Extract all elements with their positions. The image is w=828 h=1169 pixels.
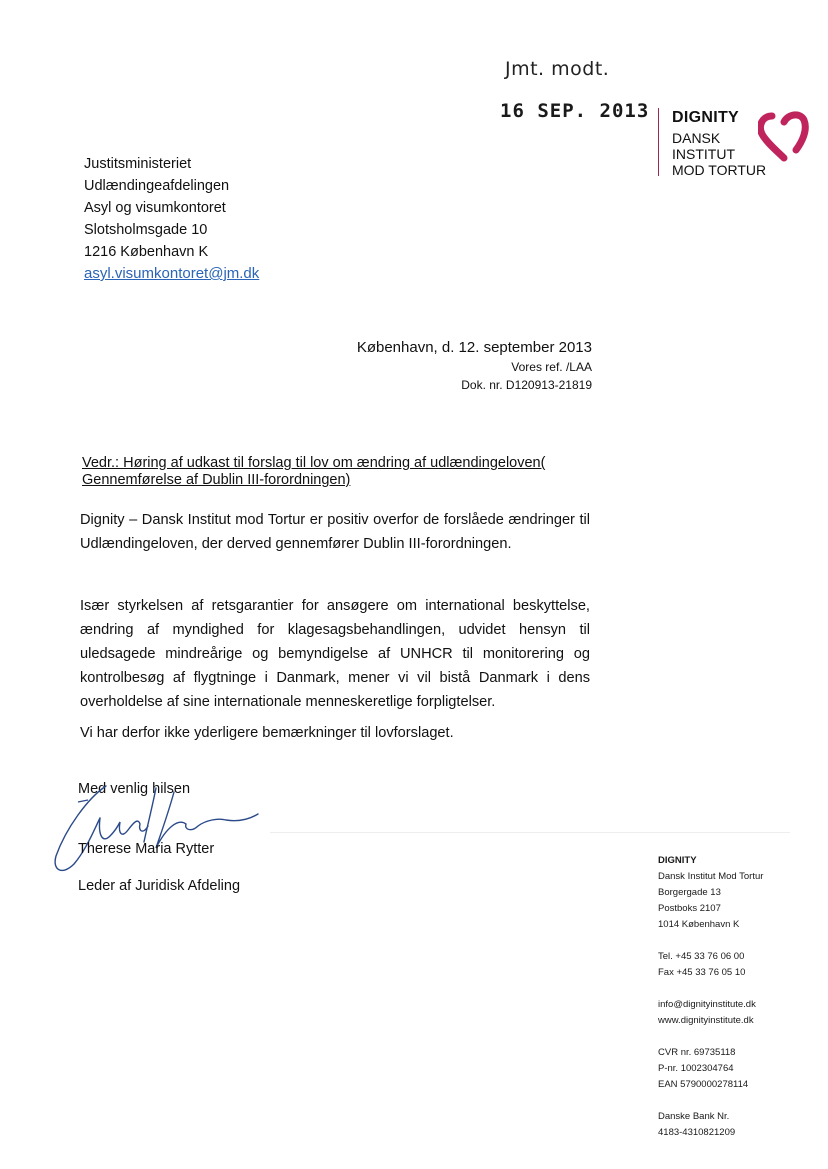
logo-line-1: DANSK [672,130,721,146]
body-paragraph-2: Især styrkelsen af retsgarantier for ansøgere om international beskyttelse, ændring af myndighed for klagesagsbehandlingen, udvidet hensyn til uledsagede mindreårige og bemyndigelse af UNHCR til monitorering og kontrolbesøg af flygtninge i Danmark, mener vi vil bistå Danmark i dens overholdelse af sine internationale menneskeretlige forpligtelser. [80,598,590,710]
our-reference: Vores ref. /LAA [511,360,592,374]
logo-line-2: INSTITUT [672,146,735,162]
date-reference-block [357,338,592,394]
footer-email[interactable]: info@dignityinstitute.dk [658,999,756,1010]
footer-fax: Fax +45 33 76 05 10 [658,967,746,978]
footer-website[interactable]: www.dignityinstitute.dk [658,1015,754,1026]
recipient-email-link[interactable]: asyl.visumkontoret@jm.dk [84,265,260,282]
footer-bank-number: 4183-4310821209 [658,1127,736,1138]
footer-org: DIGNITY [658,855,697,866]
footer-city: 1014 København K [658,919,740,930]
handwritten-signature [48,778,268,878]
closing-greeting: Med venlig hilsen [78,781,191,797]
recipient-address [84,153,259,285]
logo-divider [658,108,659,176]
heart-icon [758,108,810,162]
footer-cvr: CVR nr. 69735118 [658,1047,736,1058]
faint-divider [270,832,790,833]
footer-ean: EAN 5790000278114 [658,1079,749,1090]
subject-line: Vedr.: Høring af udkast til forslag til lov om ændring af udlændingeloven( Gennemførelse af Dublin III-forordningen) [82,455,546,488]
received-date-stamp: 16 SEP. 2013 [500,100,650,122]
recipient-line: Slotsholmsgade 10 [84,222,208,238]
signer-name: Therese Maria Rytter [78,841,215,857]
signer-title: Leder af Juridisk Afdeling [78,878,241,894]
logo-name: DIGNITY [672,109,739,126]
logo-line-3: MOD TORTUR [672,162,767,178]
footer-street: Borgergade 13 [658,887,721,898]
footer-contact-block [658,853,763,1141]
recipient-line: Justitsministeriet [84,156,192,172]
recipient-line: 1216 København K [84,244,209,260]
recipient-line: Asyl og visumkontoret [84,200,226,216]
place-date: København, d. 12. september 2013 [356,339,592,356]
footer-org-full: Dansk Institut Mod Tortur [658,871,764,882]
recipient-line: Udlændingeafdelingen [84,178,230,194]
dignity-logo [658,106,808,178]
body-paragraph-1: Dignity – Dansk Institut mod Tortur er positiv overfor de forslåede ændringer til Udlændingeloven, der derved gennemfører Dublin III-forordningen. [80,512,590,552]
footer-pnr: P-nr. 1002304764 [658,1063,734,1074]
footer-phone: Tel. +45 33 76 06 00 [658,951,745,962]
document-number: Dok. nr. D120913-21819 [461,378,592,392]
footer-bank-label: Danske Bank Nr. [658,1111,730,1122]
body-paragraph-3: Vi har derfor ikke yderligere bemærkninger til lovforslaget. [80,725,454,741]
received-stamp: Jmt. modt. [505,58,610,80]
footer-pobox: Postboks 2107 [658,903,721,914]
